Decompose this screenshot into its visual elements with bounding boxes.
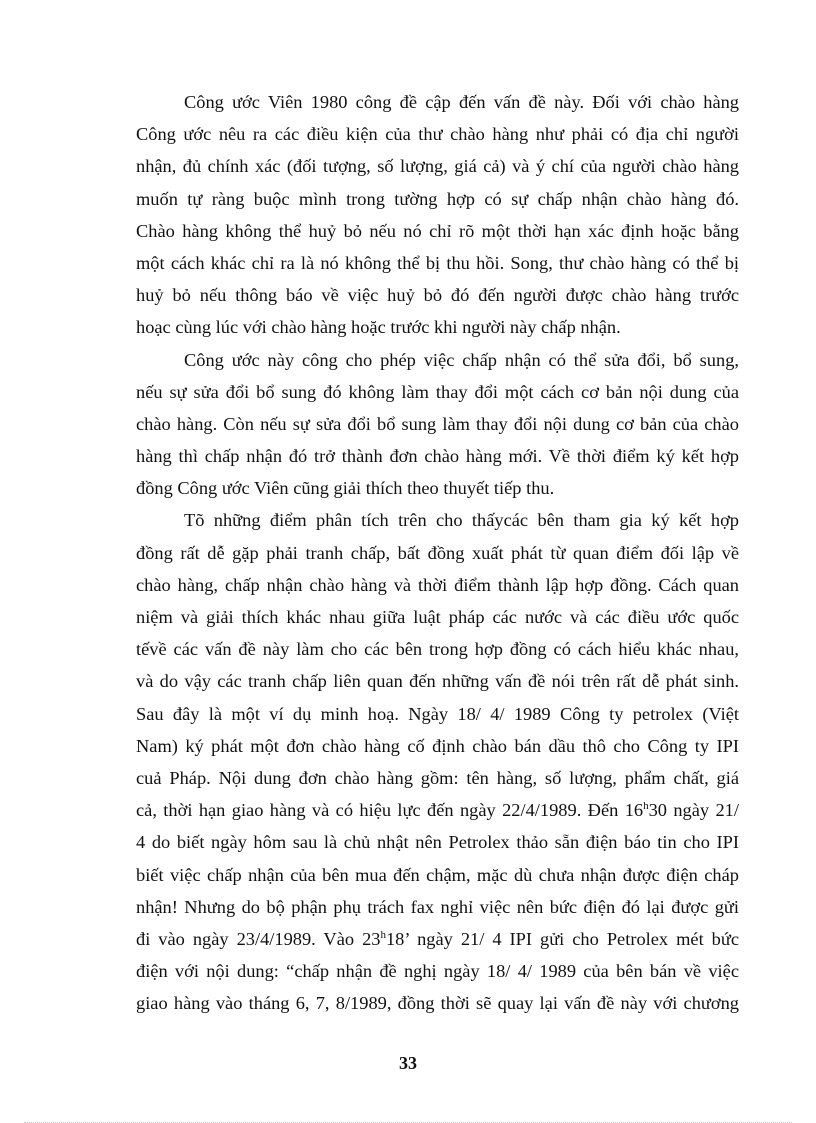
text-line: nhận! Nhưng do bộ phận phụ trách fax nghỉ việc nên bức điện đó lại được gửi xyxy=(136,896,739,917)
text-line: niệm và giải thích khác nhau giữa luật pháp các nước và các điều ước quốc xyxy=(136,607,739,627)
text-run: 30 ngày 21/ xyxy=(648,800,739,821)
text-line: giao hàng vào tháng 6, 7, 8/1989, đồng thời sẽ quay lại vấn đề này với chương xyxy=(136,993,739,1014)
superscript: h xyxy=(643,800,649,812)
text-line xyxy=(136,794,739,826)
text-line: chào hàng, chấp nhận chào hàng và thời điểm thành lập hợp đồng. Cách quan xyxy=(136,574,739,595)
text-line xyxy=(136,923,739,955)
text-line: hoạc cùng lúc với chào hàng hoặc trước khi người này chấp nhận. xyxy=(136,317,621,338)
text-run: cả, thời hạn giao hàng và có hiệu lực đến ngày 22/4/1989. Đến 16 xyxy=(136,800,644,821)
text-line: Tõ những điểm phân tích trên cho thấycác bên tham gia ký kết hợp xyxy=(184,510,739,531)
text-line: nhận, đủ chính xác (đối tượng, số lượng, giá cả) và ý chí của người chào hàng xyxy=(136,156,739,177)
text-line: cuả Pháp. Nội dung đơn chào hàng gồm: tên hàng, số lượng, phẩm chất, giá xyxy=(136,767,739,788)
text-line: chào hàng. Còn nếu sự sửa đổi bổ sung làm thay đổi nội dung cơ bản của chào xyxy=(136,413,739,434)
text-line: Sau đây là một ví dụ minh hoạ. Ngày 18/ 4/ 1989 Công ty petrolex (Việt xyxy=(136,703,739,724)
text-line: đồng Công ước Viên cũng giải thích theo thuyết tiếp thu. xyxy=(136,478,555,499)
text-line: huỷ bỏ nếu thông báo về việc huỷ bỏ đó đến người được chào hàng trước xyxy=(136,285,739,306)
page-number: 33 xyxy=(399,1053,417,1073)
text-line: Công ước Viên 1980 công đề cập đến vấn đề này. Đối với chào hàng xyxy=(184,92,739,112)
text-line: nếu sự sửa đổi bổ sung đó không làm thay đổi một cách cơ bản nội dung của xyxy=(136,381,739,402)
text-line: Nam) ký phát một đơn chào hàng cố định chào bán dầu thô cho Công ty IPI xyxy=(136,735,739,756)
text-run: đi vào ngày 23/4/1989. Vào 23 xyxy=(136,928,381,949)
text-line: muốn tự ràng buộc mình trong tường hợp có sự chấp nhận chào hàng đó. xyxy=(136,188,739,209)
text-line: 4 do biết ngày hôm sau là chủ nhật nên Petrolex thảo sẵn điện báo tin cho IPI xyxy=(136,832,739,853)
text-line: điện với nội dung: “chấp nhận đề nghị ngày 18/ 4/ 1989 của bên bán về việc xyxy=(136,961,739,982)
superscript: h xyxy=(380,928,386,941)
text-run: 18’ ngày 21/ 4 IPI gửi cho Petrolex mét bức xyxy=(385,928,739,949)
text-line: tếvề các vấn đề này làm cho các bên trong hợp đồng có cách hiểu khác nhau, xyxy=(136,639,739,660)
text-line: và do vậy các tranh chấp liên quan đến những vấn đề nói trên rất dễ phát sinh. xyxy=(136,671,739,692)
text-line: biết việc chấp nhận của bên mua đến chậm, mặc dù chưa nhận được điện cháp xyxy=(136,864,739,885)
text-line: hàng thì chấp nhận đó trở thành đơn chào hàng mới. Về thời điểm ký kết hợp xyxy=(136,446,739,467)
text-line: Công ước nêu ra các điều kiện của thư chào hàng như phải có địa chỉ người xyxy=(136,124,739,145)
text-line: Công ước này công cho phép việc chấp nhận có thể sửa đổi, bổ sung, xyxy=(184,349,739,370)
text-line: đồng rất dễ gặp phải tranh chấp, bất đồng xuất phát từ quan điểm đối lập về xyxy=(136,542,739,563)
body-text xyxy=(136,86,739,1019)
text-line: một cách khác chỉ ra là nó không thể bị thu hồi. Song, thư chào hàng có thể bị xyxy=(136,252,739,273)
text-line: Chào hàng không thể huỷ bỏ nếu nó chỉ rõ một thời hạn xác định hoặc bằng xyxy=(136,220,739,241)
